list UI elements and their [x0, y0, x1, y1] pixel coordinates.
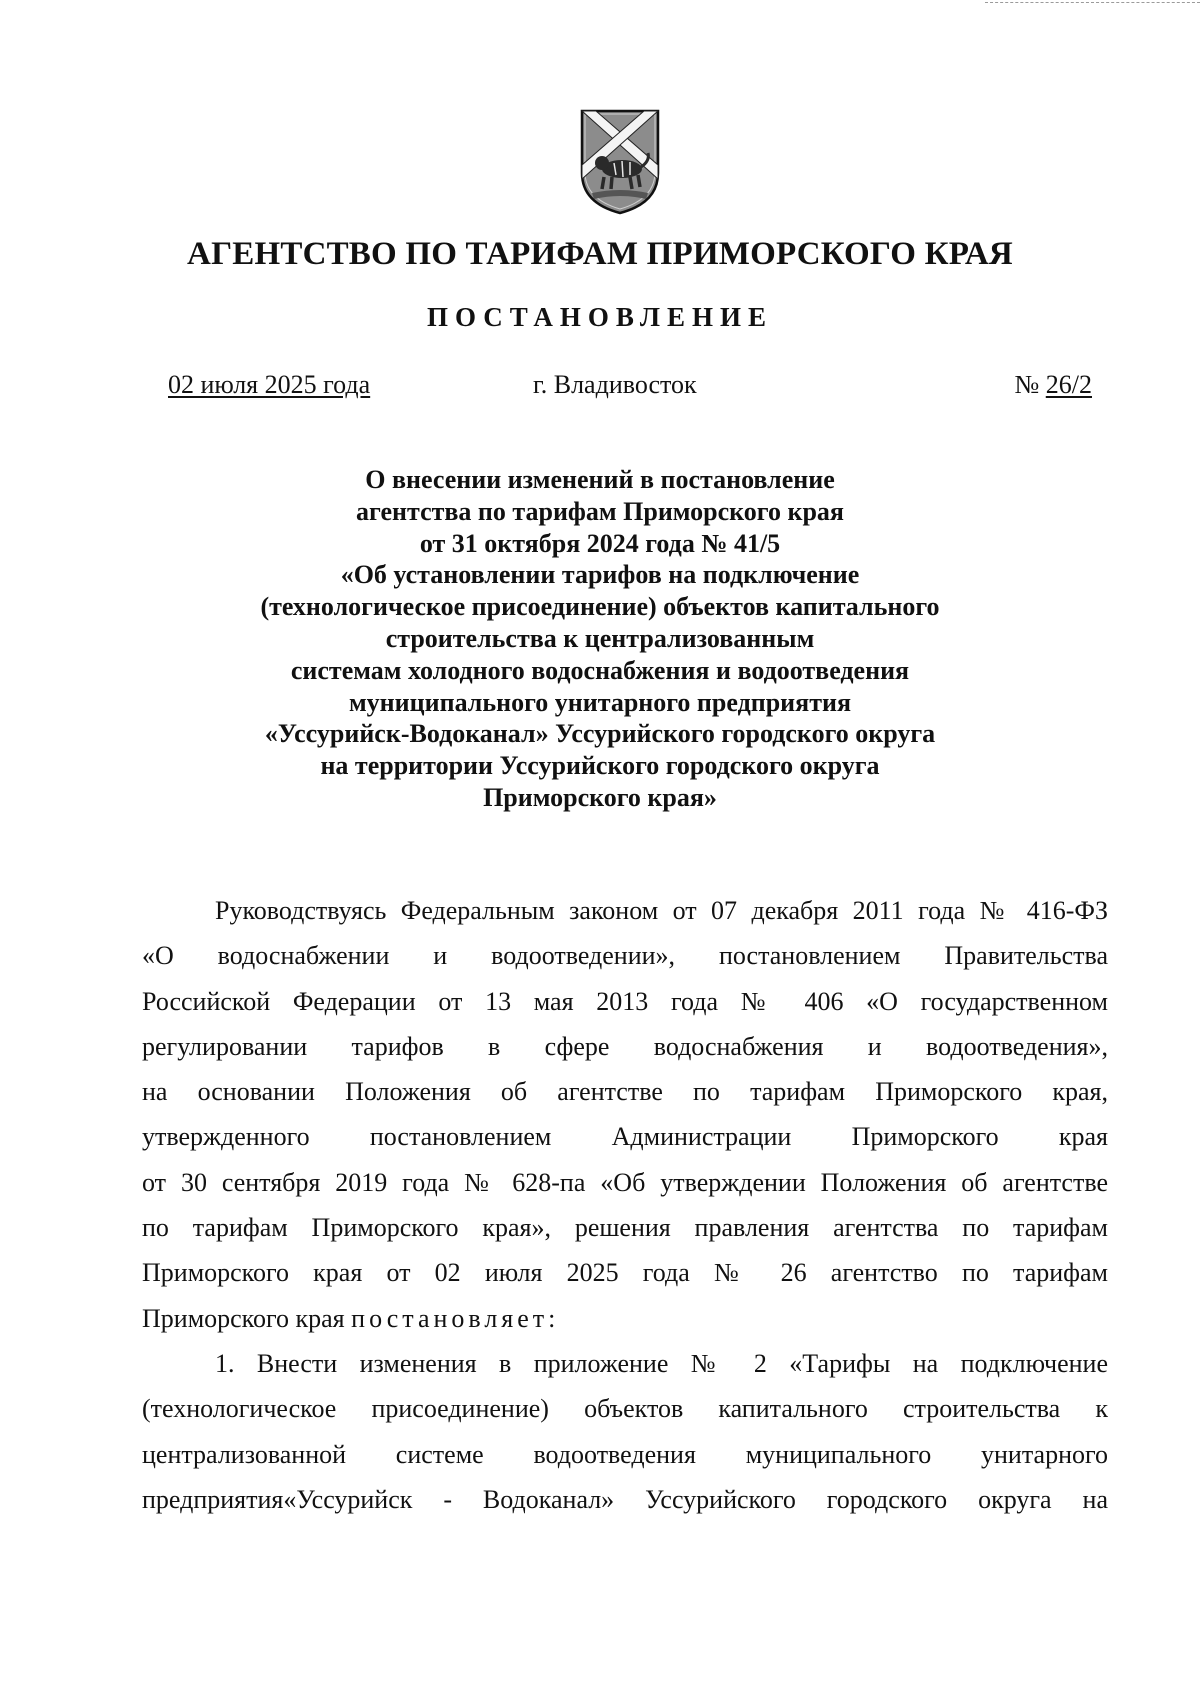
document-number-prefix: №: [1014, 370, 1046, 399]
preamble-line: на основании Положения об агентстве по тарифам Приморского края,: [142, 1077, 1108, 1107]
subject-line: строительства к централизованным: [385, 623, 815, 653]
resolves-word: постановляет:: [351, 1303, 560, 1333]
preamble-line: Российской Федерации от 13 мая 2013 года № 406 «О государственном: [142, 986, 1108, 1016]
preamble-line: Руководствуясь Федеральным законом от 07 декабря 2011 года № 416-ФЗ: [215, 896, 1108, 925]
subject-line: системам холодного водоснабжения и водоотведения: [290, 655, 910, 685]
document-number: [1014, 370, 1092, 400]
preamble-final-prefix: Приморского края: [142, 1303, 352, 1333]
agency-title: АГЕНТСТВО ПО ТАРИФАМ ПРИМОРСКОГО КРАЯ: [187, 236, 1013, 272]
subject-line: О внесении изменений в постановление: [365, 465, 835, 494]
preamble-line: Приморского края от 02 июля 2025 года № 26 агентство по тарифам: [142, 1258, 1108, 1288]
subject-line: Приморского края»: [483, 782, 717, 812]
preamble-line: «О водоснабжении и водоотведении», постановлением Правительства: [142, 941, 1108, 971]
clause-1-line: 1. Внести изменения в приложение № 2 «Тарифы на подключение: [215, 1348, 1108, 1378]
primorsky-coat-of-arms-icon: [578, 107, 662, 217]
subject-line: «Об установлении тарифов на подключение: [340, 560, 860, 590]
preamble-line: регулировании тарифов в сфере водоснабжения и водоотведения»,: [142, 1031, 1108, 1061]
subject-line: на территории Уссурийского городского округа: [320, 751, 880, 781]
subject-line: муниципального унитарного предприятия: [348, 687, 852, 717]
document-body: [142, 888, 1108, 1522]
document-date: 02 июля 2025 года: [168, 370, 371, 399]
clause-1-line: предприятия«Уссурийск - Водоканал» Уссурийского городского округа на: [142, 1484, 1108, 1514]
document-city: г. Владивосток: [533, 370, 697, 399]
preamble-line: от 30 сентября 2019 года № 628-па «Об утверждении Положения об агентстве: [142, 1167, 1108, 1197]
document-meta-row: [0, 370, 1200, 404]
subject-line: от 31 октября 2024 года № 41/5: [419, 528, 781, 558]
preamble-final-line: [142, 1296, 1108, 1341]
preamble-line: утвержденного постановлением Администрации Приморского края: [142, 1122, 1108, 1152]
subject-line: агентства по тарифам Приморского края: [356, 496, 844, 526]
subject-line: «Уссурийск-Водоканал» Уссурийского городского округа: [264, 719, 936, 749]
top-edge-rule: [985, 2, 1200, 3]
clause-1-line: централизованной системе водоотведения муниципального унитарного: [142, 1439, 1108, 1469]
preamble-line: по тарифам Приморского края», решения правления агентства по тарифам: [142, 1213, 1108, 1243]
document-number-value: 26/2: [1045, 370, 1092, 399]
subject-line: (технологическое присоединение) объектов капитального: [260, 592, 940, 622]
document-subject: [200, 464, 1000, 814]
clause-1-line: (технологическое присоединение) объектов капитального строительства к: [142, 1394, 1108, 1424]
document-type: ПОСТАНОВЛЕНИЕ: [426, 302, 774, 332]
